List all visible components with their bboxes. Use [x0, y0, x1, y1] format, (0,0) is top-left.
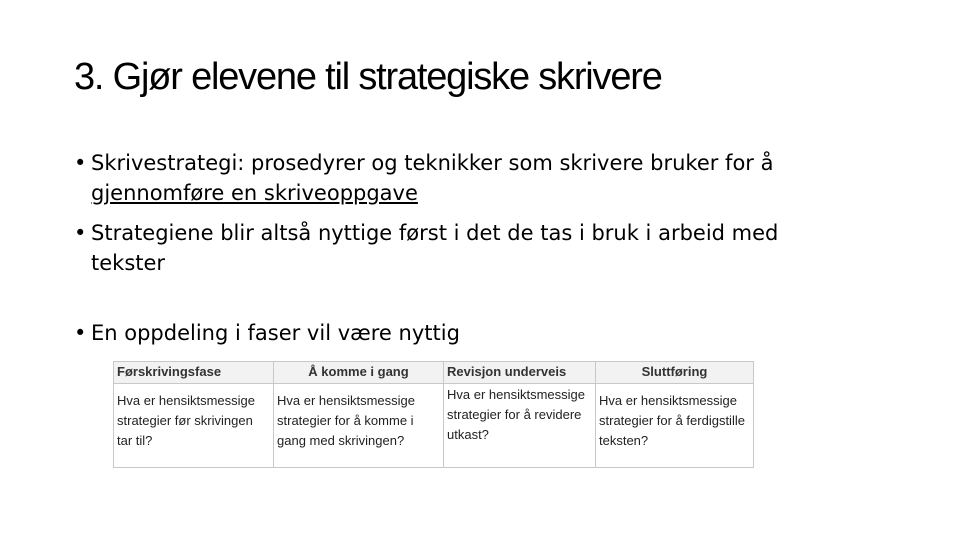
bullet-text: En oppdeling i faser vil være nyttig — [91, 321, 460, 345]
slide-title: 3. Gjør elevene til strategiske skrivere — [74, 56, 662, 98]
cell-revisjon-underveis: Hva er hensiktsmessige strategier for å revidere utkast? — [444, 384, 596, 468]
cell-forskrivingsfase: Hva er hensiktsmessige strategier før skrivingen tar til? — [114, 384, 274, 468]
bullet-underlined-text: gjennomføre en skriveoppgave — [91, 181, 418, 205]
bullet-list — [74, 148, 844, 348]
bullet-dot: • — [74, 221, 87, 245]
table-header-row — [114, 362, 754, 384]
bullet-item-faser — [74, 318, 844, 348]
bullet-dot: • — [74, 321, 87, 345]
header-revisjon-underveis: Revisjon underveis — [444, 362, 596, 384]
header-sluttforing: Sluttføring — [596, 362, 754, 384]
writing-phases-table — [113, 361, 754, 468]
table-row — [114, 384, 754, 468]
header-komme-i-gang: Å komme i gang — [274, 362, 444, 384]
bullet-text: Skrivestrategi: prosedyrer og teknikker som skrivere bruker for å — [91, 151, 774, 175]
cell-sluttforing: Hva er hensiktsmessige strategier for å ferdigstille teksten? — [596, 384, 754, 468]
bullet-item-strategiene — [74, 218, 844, 278]
cell-komme-i-gang: Hva er hensiktsmessige strategier for å komme i gang med skrivingen? — [274, 384, 444, 468]
bullet-item-skrivestrategi — [74, 148, 844, 208]
header-forskrivingsfase: Førskrivingsfase — [114, 362, 274, 384]
bullet-text: Strategiene blir altså nyttige først i det de tas i bruk i arbeid med tekster — [91, 221, 779, 275]
bullet-dot: • — [74, 151, 87, 175]
